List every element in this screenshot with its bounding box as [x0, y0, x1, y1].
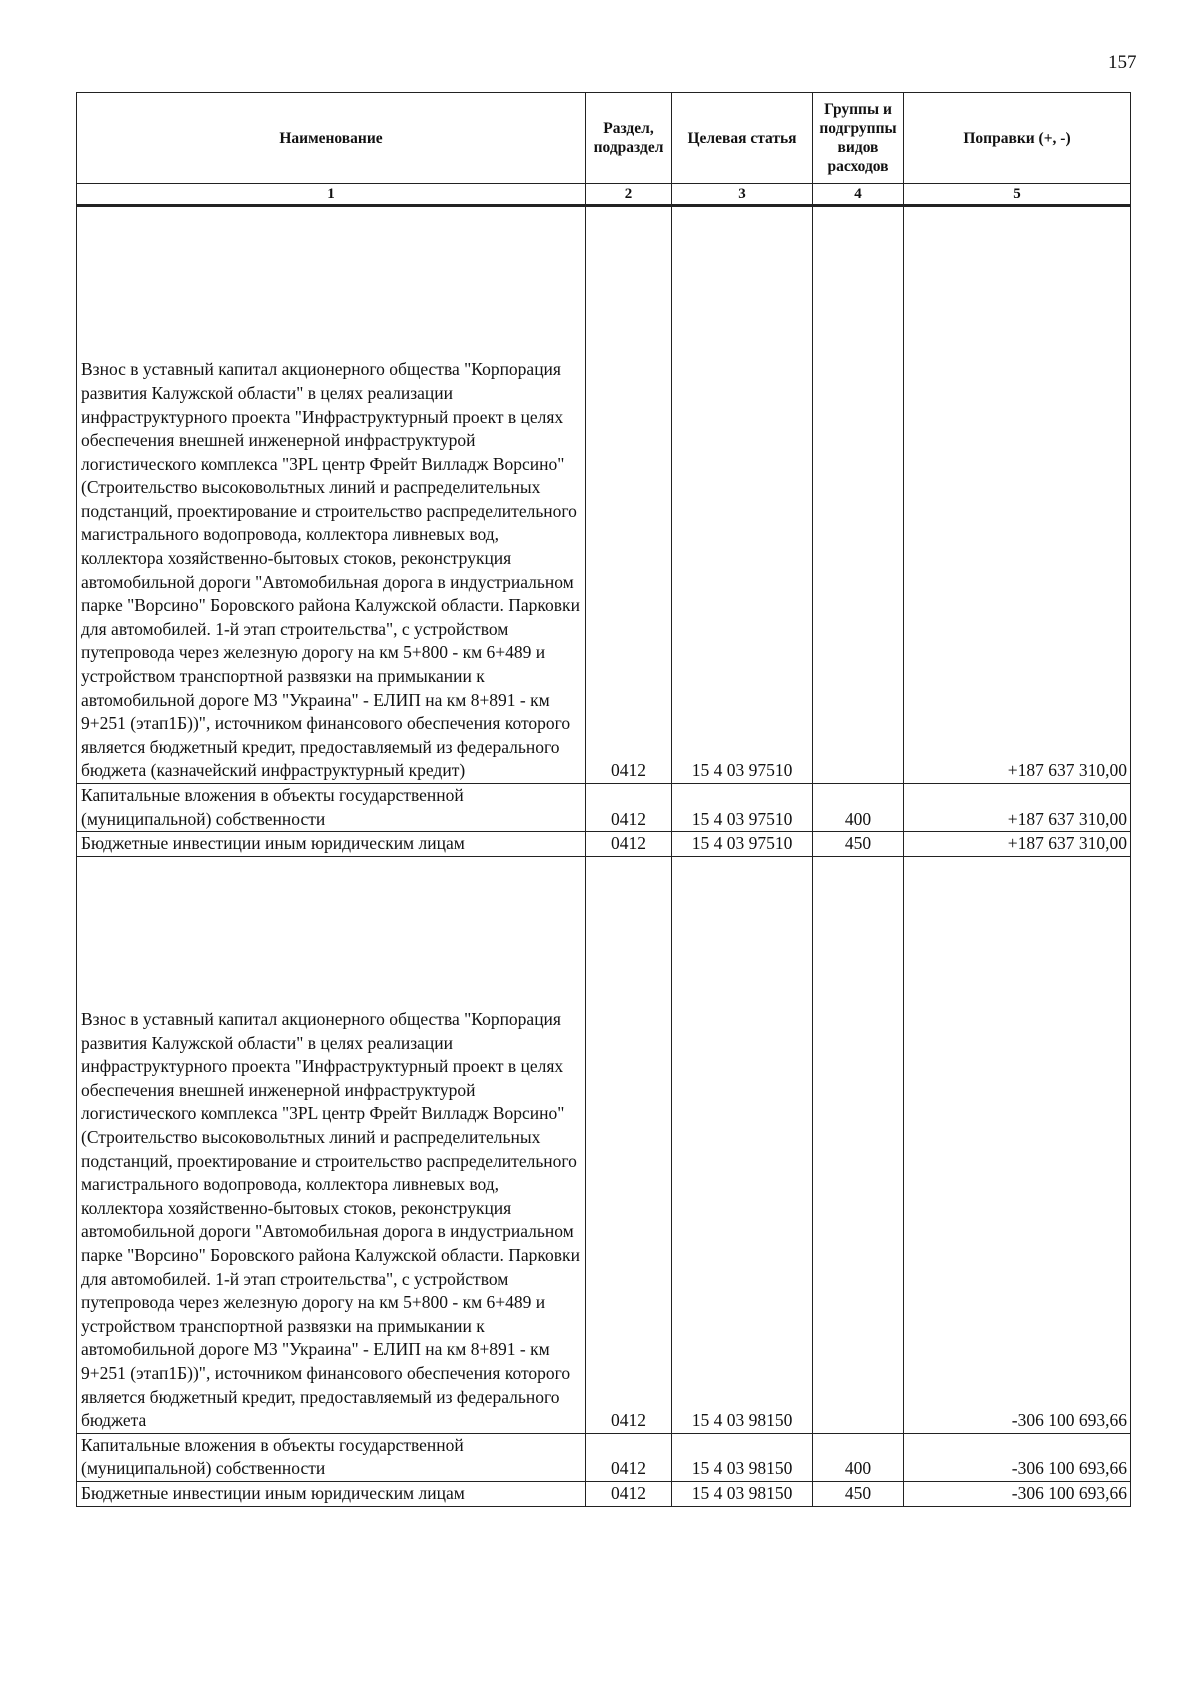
budget-amendments-table	[76, 92, 1131, 1507]
header-amount: Поправки (+, -)	[904, 93, 1131, 184]
row-section: 0412	[586, 784, 672, 832]
row-name: Взнос в уставный капитал акционерного общества "Корпорация развития Калужской области" в целях реализации инфраструктурного проекта "Инфраструктурный проект в целях обеспечения внешней инженерной инфраструктурой логистического комплекса "3PL центр Фрейт Вилладж Ворсино" (Строительство высоковольтных линий и распределительных подстанций, проектирование и строительство распределительного магистрального водопровода, коллектора ливневых вод, коллектора хозяйственно-бытовых стоков, реконструкция автомобильной дороги "Автомобильная дорога в индустриальном парке "Ворсино" Боровского района Калужской области. Парковки для автомобилей. 1-й этап строительства", с устройством путепровода через железную дорогу на км 5+800 - км 6+489 и устройством транспортной развязки на примыкании к автомобильной дороге М3 "Украина" - ЕЛИП на км 8+891 - км 9+251 (этап1Б))", источником финансового обеспечения которого является бюджетный кредит, предоставляемый из федерального бюджета (казначейский инфраструктурный кредит)	[77, 206, 586, 784]
row-target: 15 4 03 98150	[672, 856, 813, 1433]
row-target: 15 4 03 97510	[672, 832, 813, 857]
page-number: 157	[1108, 52, 1137, 73]
table-row	[77, 832, 1131, 857]
row-target: 15 4 03 98150	[672, 1433, 813, 1481]
row-section: 0412	[586, 832, 672, 857]
row-group	[813, 856, 904, 1433]
table-row	[77, 1481, 1131, 1506]
row-amount: -306 100 693,66	[904, 1481, 1131, 1506]
row-target: 15 4 03 97510	[672, 784, 813, 832]
row-group: 400	[813, 1433, 904, 1481]
row-name: Капитальные вложения в объекты государственной (муниципальной) собственности	[77, 1433, 586, 1481]
row-name: Капитальные вложения в объекты государственной (муниципальной) собственности	[77, 784, 586, 832]
row-name: Взнос в уставный капитал акционерного общества "Корпорация развития Калужской области" в целях реализации инфраструктурного проекта "Инфраструктурный проект в целях обеспечения внешней инженерной инфраструктурой логистического комплекса "3PL центр Фрейт Вилладж Ворсино" (Строительство высоковольтных линий и распределительных подстанций, проектирование и строительство распределительного магистрального водопровода, коллектора ливневых вод, коллектора хозяйственно-бытовых стоков, реконструкция автомобильной дороги "Автомобильная дорога в индустриальном парке "Ворсино" Боровского района Калужской области. Парковки для автомобилей. 1-й этап строительства", с устройством путепровода через железную дорогу на км 5+800 - км 6+489 и устройством транспортной развязки на примыкании к автомобильной дороге М3 "Украина" - ЕЛИП на км 8+891 - км 9+251 (этап1Б))", источником финансового обеспечения которого является бюджетный кредит, предоставляемый из федерального бюджета	[77, 856, 586, 1433]
header-row	[77, 93, 1131, 184]
row-target: 15 4 03 98150	[672, 1481, 813, 1506]
row-amount: -306 100 693,66	[904, 1433, 1131, 1481]
row-amount: -306 100 693,66	[904, 856, 1131, 1433]
header-group: Группы и подгруппы видов расходов	[813, 93, 904, 184]
row-name: Бюджетные инвестиции иным юридическим лицам	[77, 1481, 586, 1506]
header-name: Наименование	[77, 93, 586, 184]
row-amount: +187 637 310,00	[904, 784, 1131, 832]
row-section: 0412	[586, 206, 672, 784]
header-section: Раздел, подраздел	[586, 93, 672, 184]
row-amount: +187 637 310,00	[904, 206, 1131, 784]
column-number: 3	[672, 184, 813, 206]
column-number-row	[77, 184, 1131, 206]
row-section: 0412	[586, 856, 672, 1433]
row-group	[813, 206, 904, 784]
row-section: 0412	[586, 1481, 672, 1506]
row-name: Бюджетные инвестиции иным юридическим лицам	[77, 832, 586, 857]
budget-amendments-table-wrap	[76, 92, 1130, 1507]
row-amount: +187 637 310,00	[904, 832, 1131, 857]
row-section: 0412	[586, 1433, 672, 1481]
table-row	[77, 856, 1131, 1433]
row-group: 400	[813, 784, 904, 832]
row-group: 450	[813, 832, 904, 857]
column-number: 2	[586, 184, 672, 206]
header-target: Целевая статья	[672, 93, 813, 184]
table-row	[77, 784, 1131, 832]
column-number: 4	[813, 184, 904, 206]
row-group: 450	[813, 1481, 904, 1506]
column-number: 5	[904, 184, 1131, 206]
row-target: 15 4 03 97510	[672, 206, 813, 784]
table-row	[77, 206, 1131, 784]
column-number: 1	[77, 184, 586, 206]
table-row	[77, 1433, 1131, 1481]
